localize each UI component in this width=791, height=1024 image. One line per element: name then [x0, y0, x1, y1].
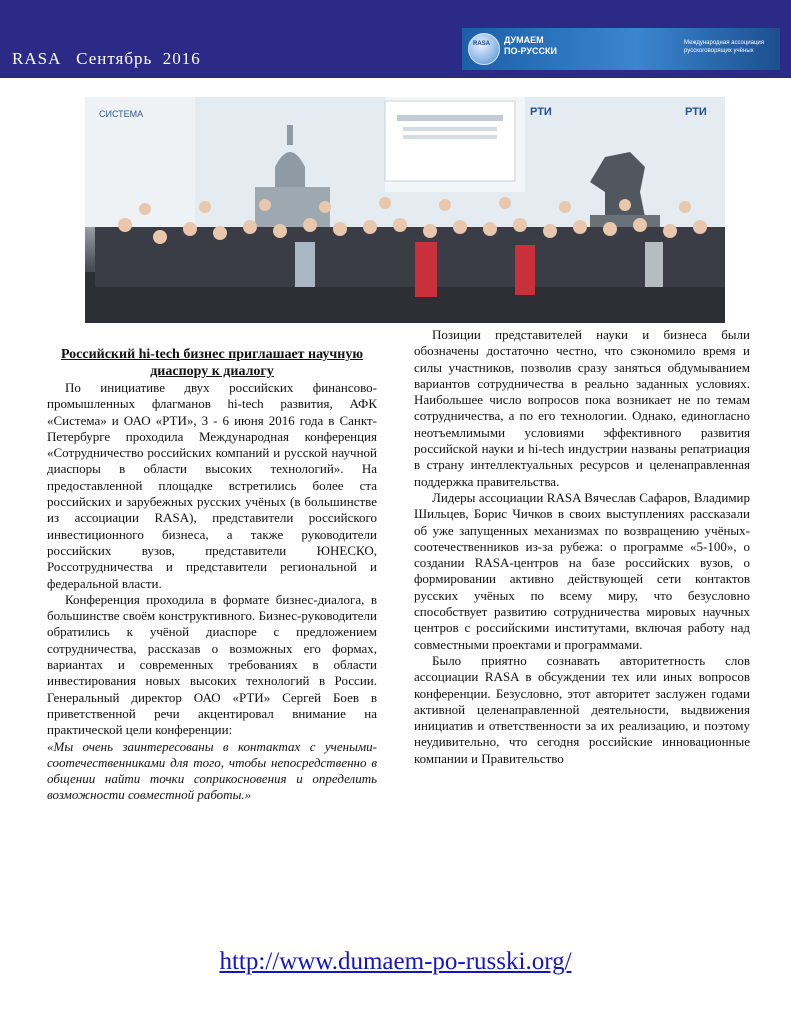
banner-subtitle: Международная ассоциация русскоговорящих учёных [684, 40, 765, 54]
article-paragraph: Позиции представителей науки и бизнеса были обозначены достаточно честно, что сэкономило время и силы участников, позволив сразу заняться обдумыванием вариантов сотрудничества в реально заданных условиях. Наибольшее число вопросов пока возникает не по темам сотрудничества, а по его технологии. Однако, единогласно неотъемлимыми условиями эффективного развития российской науки и hi-tech индустрии названы репатриация в страну интеллектуальных ресурсов и целенаправленная поддержка правительства. [414, 327, 750, 489]
page-header [0, 0, 791, 78]
article-column-right [414, 327, 750, 767]
sign-rti-right: РТИ [685, 106, 707, 118]
article-paragraph: Было приятно сознавать авторитетность слов ассоциации RASA в обсуждении тех или иных вопросов конференции. Безусловно, этот авторитет заслужен годами активной целенаправленной деятельности, выдвижения инициатив и ответственности за их реализацию, и поэтому неудивительно, что сегодня российские инновационные компании и Правительство [414, 652, 750, 766]
conference-group-photo [85, 97, 725, 323]
article-headline: Российский hi-tech бизнес приглашает научную диаспору к диалогу [60, 347, 364, 379]
article-paragraph: По инициативе двух российских финансово-промышленных флагманов hi-tech развития, АФК «Система» и ОАО «РТИ», 3 - 6 июня 2016 года в Санкт-Петербурге проходила Международная конференция «Сотрудничество российских компаний и русской научной диаспоры в области высоких технологий». На предоставленной площадке встретились более ста российских и зарубежных русских учёных (в большинстве из ассоциации RASA), представители российского инвестиционного бизнеса, а также руководители российских вузов, представители ЮНЕСКО, Россотрудничества и представители региональной и федеральной власти. [47, 380, 377, 591]
banner-title: ДУМАЕМ ПО-РУССКИ [504, 35, 557, 56]
article-column-left [47, 346, 377, 804]
website-link[interactable]: http://www.dumaem-po-russki.org/ [219, 948, 572, 975]
sign-rti: РТИ [530, 106, 552, 118]
dumaem-banner[interactable] [462, 28, 780, 70]
issue-title: RASA Сентябрь 2016 [12, 49, 201, 68]
photo-illustration [85, 97, 725, 323]
article-paragraph: Лидеры ассоциации RASA Вячеслав Сафаров, Владимир Шильцев, Борис Чичков в своих выступлениях рассказали об уже запущенных механизмах по возвращению учёных-соотечественников из-за рубежа: о программе «5-100», о создании RASA-центров на базе российских вузов, о формировании активно действующей сети контактов русских учёных по всему миру, что безусловно способствует развитию сотрудничества мировых научных центров с российскими институтами, включая работу над совместными проектами и программами. [414, 489, 750, 652]
article-paragraph: Конференция проходила в формате бизнес-диалога, в большинстве своём конструктивного. Бизнес-руководители обратились к учёной диаспоре с предложением сотрудничества, рассказав о возможных его формах, вариантах и современных требованиях в области инвестирования новых высоких технологий в России. Генеральный директор ОАО «РТИ» Сергей Боев в приветственной речи акцентировал внимание на практической цели конференции: [47, 591, 377, 738]
globe-label: RASA [473, 41, 491, 47]
globe-icon [468, 33, 500, 65]
sign-sistema: СИСТЕМА [99, 109, 144, 119]
article-quote: «Мы очень заинтересованы в контактах с учеными-соотечественниками для того, чтобы непосредственно в общении найти точки соприкосновения и определить возможности совместной работы.» [47, 738, 377, 803]
